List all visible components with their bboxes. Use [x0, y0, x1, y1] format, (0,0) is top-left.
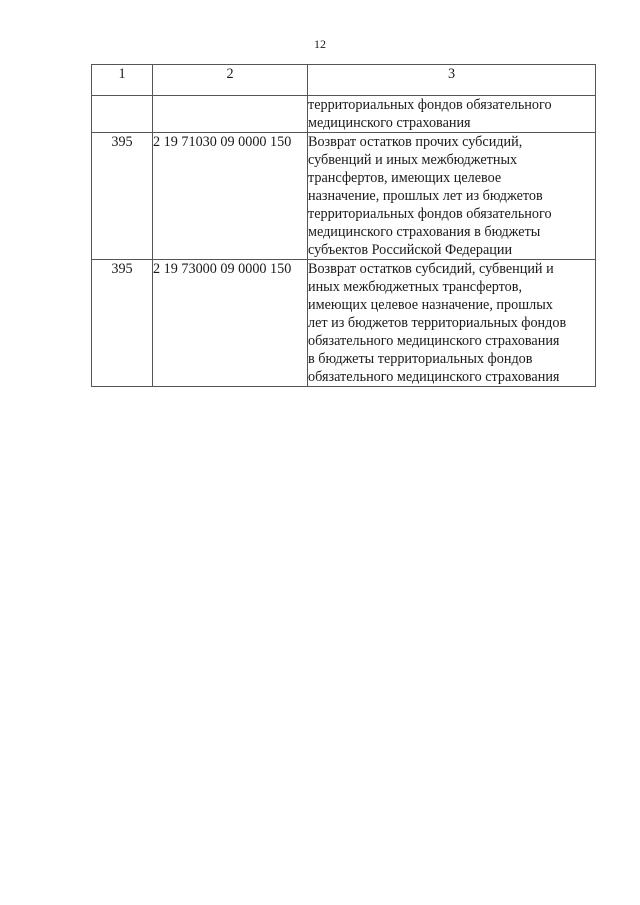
table-row: [92, 260, 596, 387]
description-line: в бюджеты территориальных фондов: [308, 351, 533, 367]
column-header-3: 3: [308, 65, 596, 96]
row-admin-code: 395: [92, 260, 153, 387]
row-description: [308, 96, 596, 133]
page-number: 12: [314, 37, 326, 51]
description-line: иных межбюджетных трансфертов,: [308, 279, 523, 295]
row-admin-code: 395: [92, 133, 153, 260]
description-line: медицинского страхования в бюджеты: [308, 224, 541, 240]
table-header-row: [92, 65, 596, 96]
budget-codes-table: [91, 64, 596, 387]
column-header-2: 2: [153, 65, 308, 96]
description-line: трансфертов, имеющих целевое: [308, 170, 502, 186]
description-line: назначение, прошлых лет из бюджетов: [308, 188, 543, 204]
description-line: Возврат остатков прочих субсидий,: [308, 134, 523, 150]
column-header-1: 1: [92, 65, 153, 96]
description-line: обязательного медицинского страхования: [308, 369, 560, 385]
table-row: [92, 96, 596, 133]
table-row: [92, 133, 596, 260]
description-line: территориальных фондов обязательного: [308, 97, 552, 113]
row-budget-code: 2 19 73000 09 0000 150: [153, 260, 308, 387]
description-line: субвенций и иных межбюджетных: [308, 152, 518, 168]
description-line: обязательного медицинского страхования: [308, 333, 560, 349]
description-line: субъектов Российской Федерации: [308, 242, 513, 258]
description-line: территориальных фондов обязательного: [308, 206, 552, 222]
description-line: медицинского страхования: [308, 115, 471, 131]
row-admin-code: [92, 96, 153, 133]
description-line: лет из бюджетов территориальных фондов: [308, 315, 567, 331]
row-budget-code: [153, 96, 308, 133]
row-description: [308, 133, 596, 260]
row-description: [308, 260, 596, 387]
row-budget-code: 2 19 71030 09 0000 150: [153, 133, 308, 260]
description-line: имеющих целевое назначение, прошлых: [308, 297, 553, 313]
description-line: Возврат остатков субсидий, субвенций и: [308, 261, 554, 277]
